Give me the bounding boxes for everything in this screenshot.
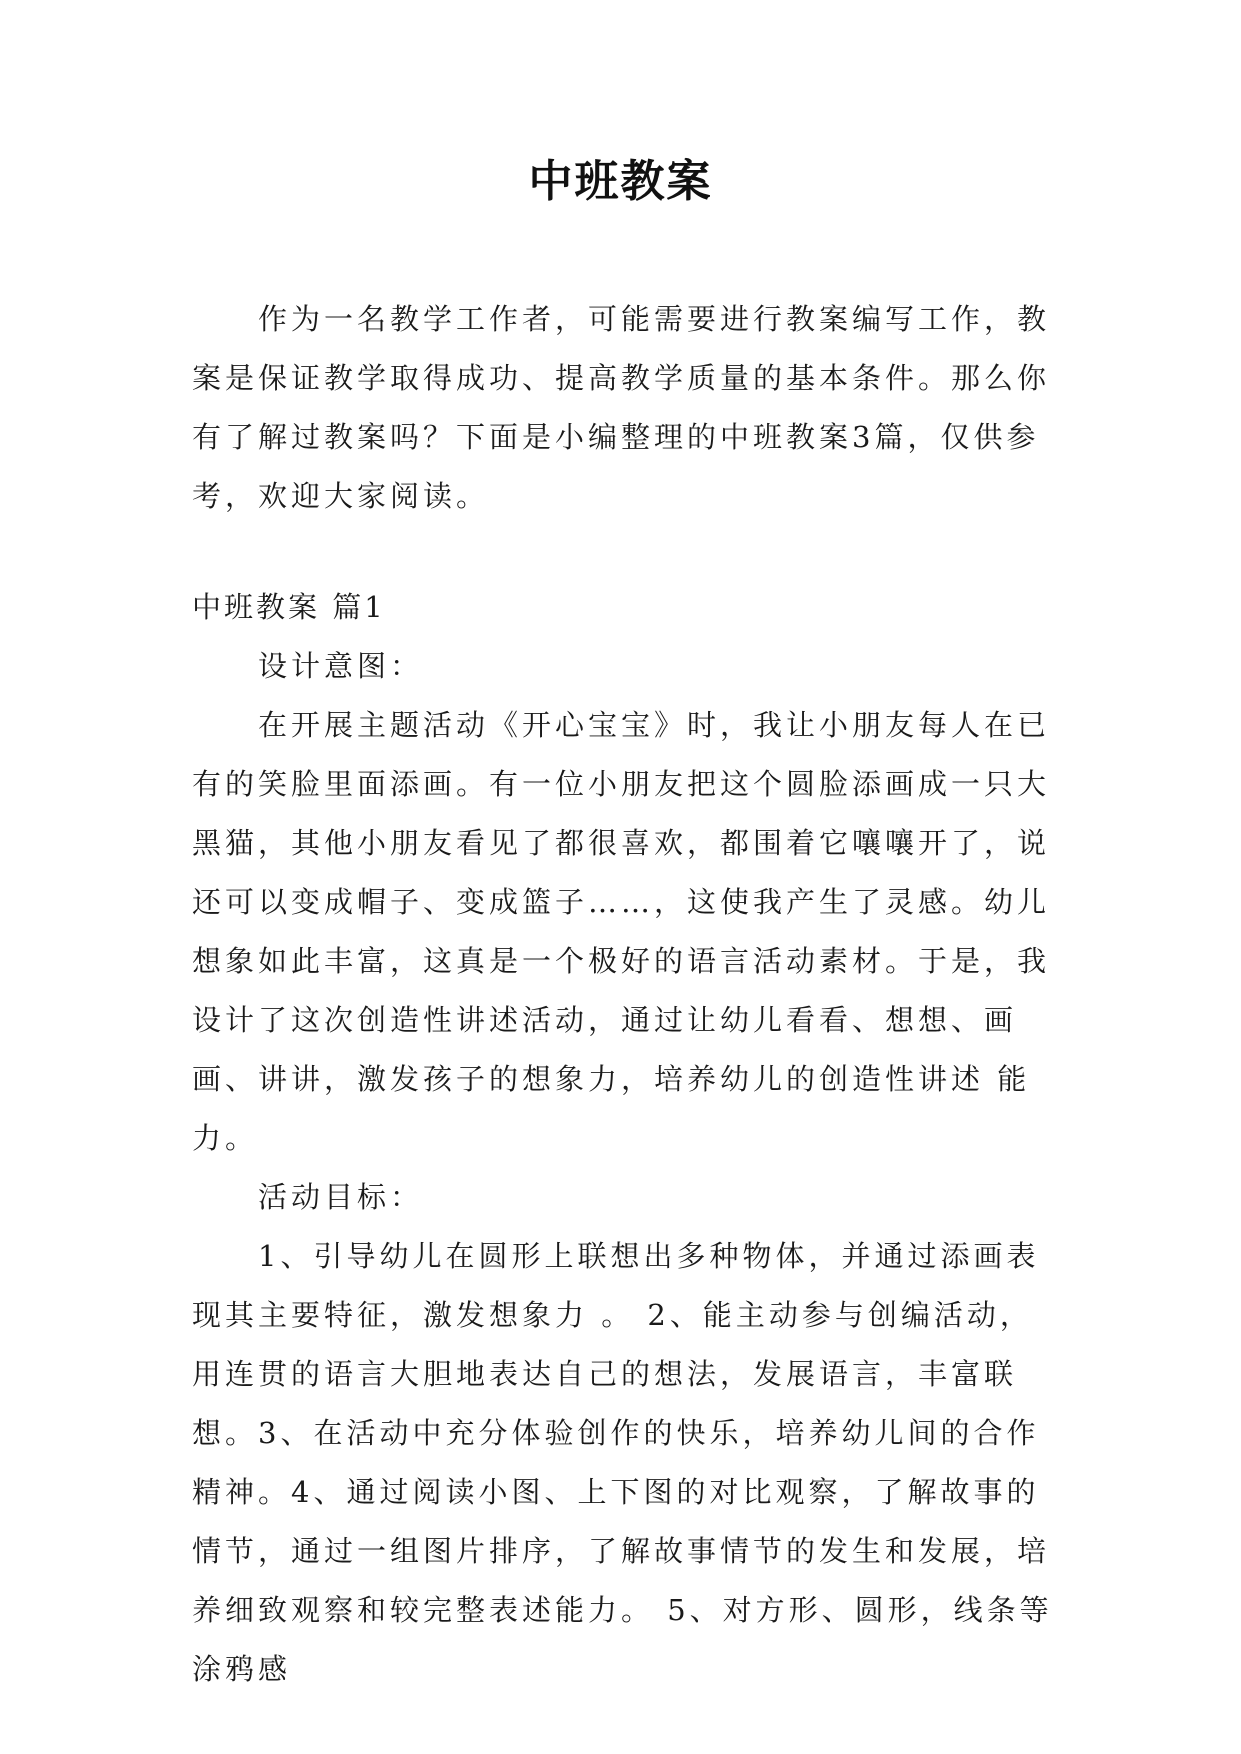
- design-intent-label: 设计意图：: [258, 649, 424, 683]
- activity-goals-paragraph: 1、引导幼儿在圆形上联想出多种物体，并通过添画表现其主要特征，激发想象力 。 2、能主动参与创编活动，用连贯的语言大胆地表达自己的想法，发展语言，丰富联想。3、在活动中充分体验创作的快乐，培养幼儿间的合作精神。4、通过阅读小图、上下图的对比观察，了解故事的情节，通过一组图片排序，了解故事情节的发生和发展，培养细致观察和较完整表述能力。 5、对方形、圆形，线条等涂鸦感: [192, 1239, 1053, 1686]
- intro-block: [192, 290, 1062, 526]
- section-1: [192, 578, 1062, 1699]
- section-heading: 中班教案 篇1: [192, 590, 386, 624]
- design-intent-paragraph: 在开展主题活动《开心宝宝》时，我让小朋友每人在已有的笑脸里面添画。有一位小朋友把这个圆脸添画成一只大黑猫，其他小朋友看见了都很喜欢，都围着它嚷嚷开了，说还可以变成帽子、变成篮子……，这使我产生了灵感。幼儿想象如此丰富，这真是一个极好的语言活动素材。于是，我设计了这次创造性讲述活动，通过让幼儿看看、想想、画画、讲讲，激发孩子的想象力，培养幼儿的创造性讲述 能力。: [192, 708, 1051, 1155]
- intro-paragraph: 作为一名教学工作者，可能需要进行教案编写工作，教案是保证教学取得成功、提高教学质量的基本条件。那么你有了解过教案吗？下面是小编整理的中班教案3篇，仅供参考，欢迎大家阅读。: [192, 302, 1051, 513]
- document-title: 中班教案: [528, 156, 713, 207]
- activity-goals-label: 活动目标：: [258, 1180, 424, 1214]
